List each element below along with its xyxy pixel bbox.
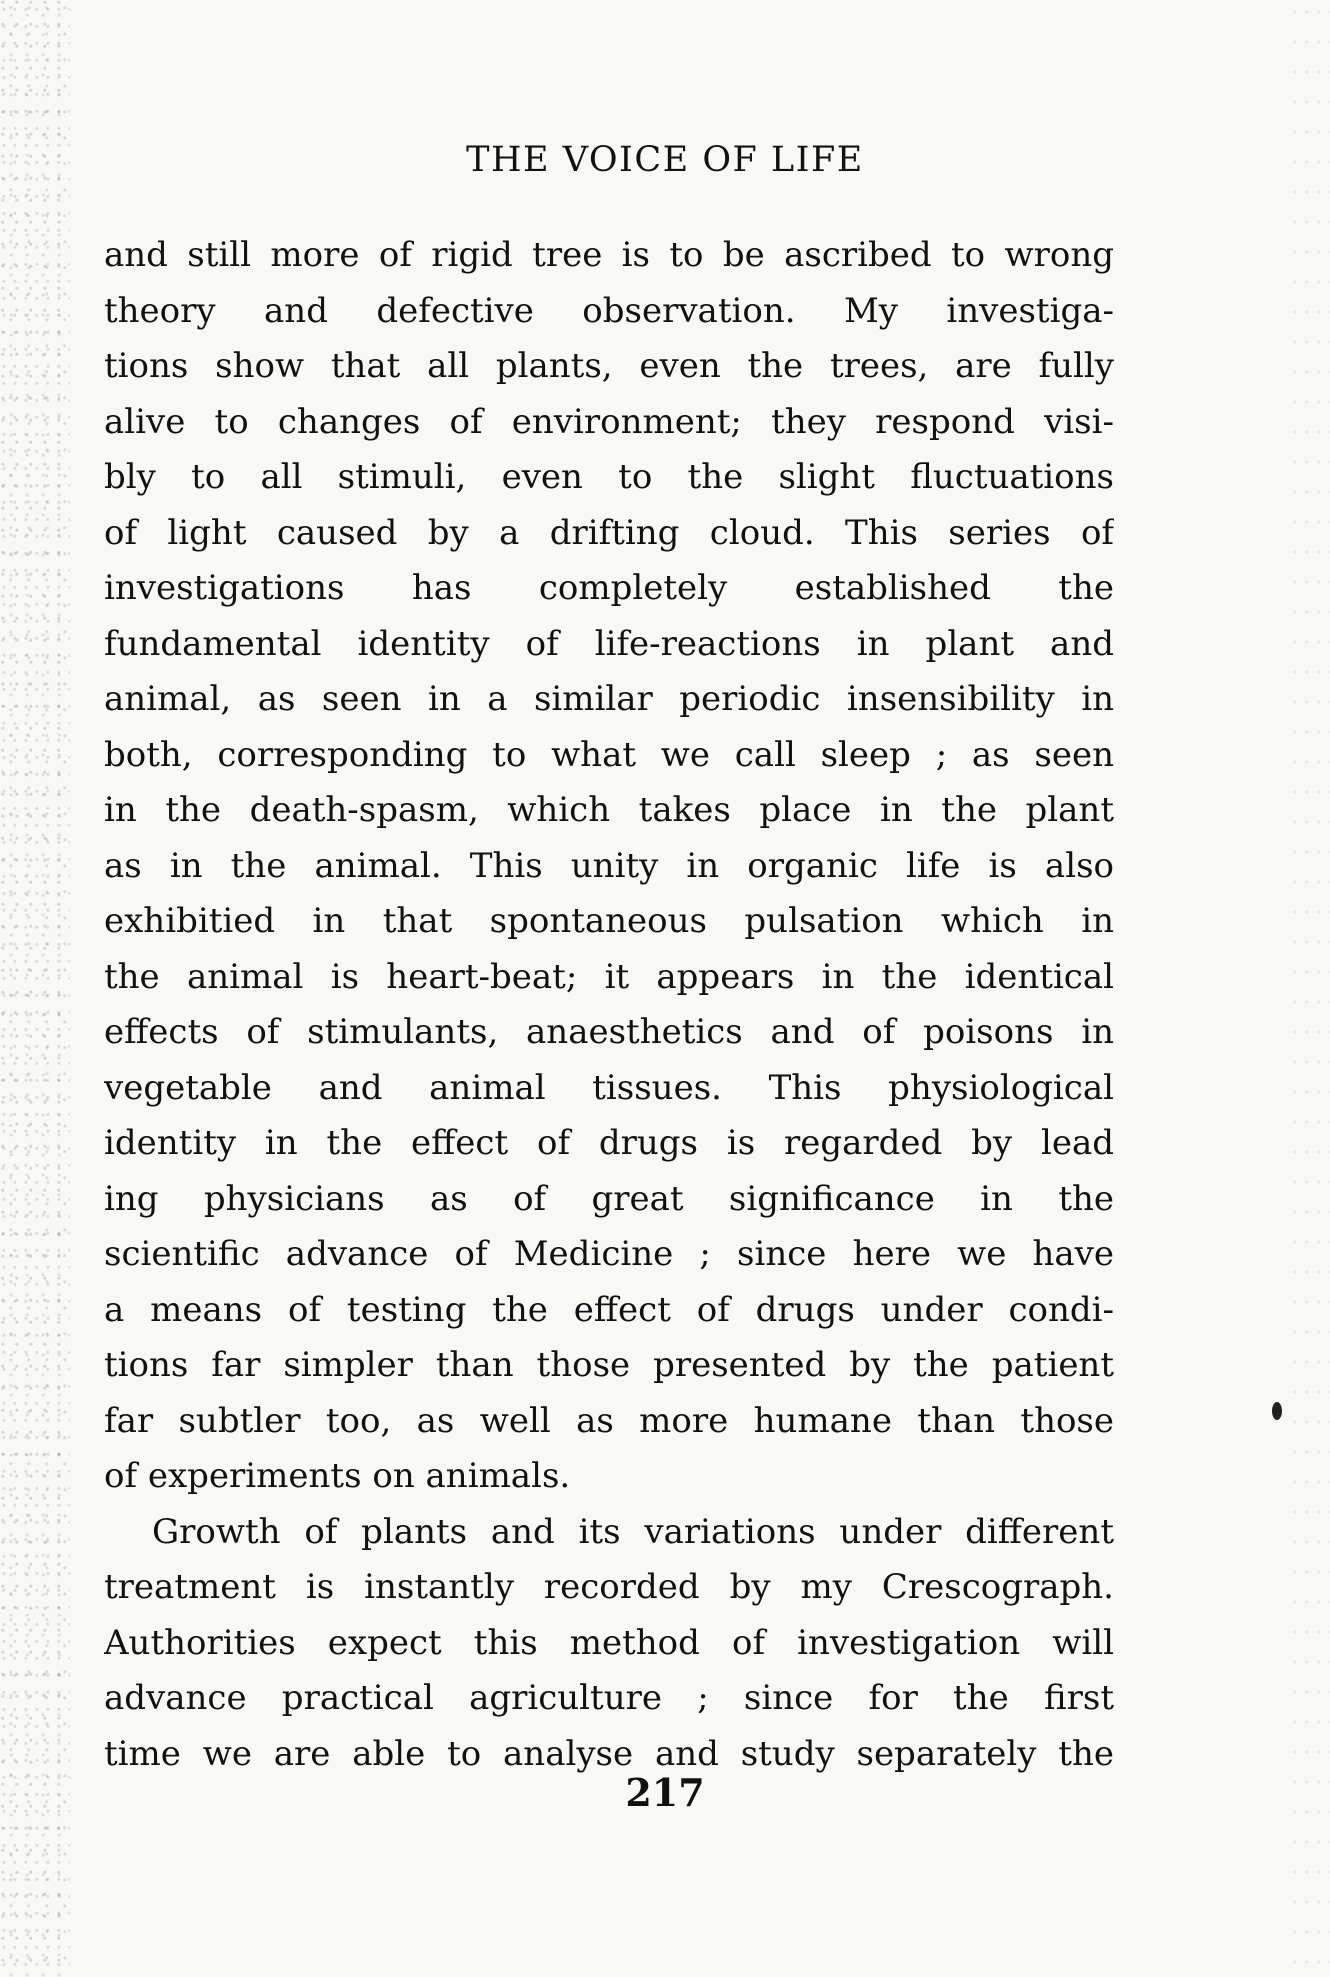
text-line: of light caused by a drifting cloud. This series of (104, 512, 1114, 553)
text-line: in the death-spasm, which takes place in the plant (104, 790, 1114, 830)
text-line: Authorities expect this method of investigation will (104, 1622, 1114, 1663)
text-line: both, corresponding to what we call sleep ; as seen (104, 734, 1114, 775)
text-line: far subtler too, as well as more humane than those (104, 1400, 1114, 1441)
body-text (104, 228, 1114, 1782)
text-line: exhibitied in that spontaneous pulsation which in (104, 901, 1114, 941)
text-line: tions show that all plants, even the trees, are fully (104, 346, 1114, 386)
text-line: tions far simpler than those presented by the patient (104, 1345, 1114, 1385)
ink-blot (1272, 1402, 1282, 1420)
text-line: advance practical agriculture ; since for the first (104, 1678, 1114, 1718)
page-edge-right (1290, 0, 1330, 1977)
text-line: treatment is instantly recorded by my Crescograph. (104, 1567, 1114, 1607)
page-edge-left (0, 0, 70, 1977)
text-line: effects of stimulants, anaesthetics and of poisons in (104, 1012, 1114, 1052)
text-line: scientific advance of Medicine ; since here we have (104, 1234, 1114, 1274)
text-line: identity in the effect of drugs is regarded by lead (104, 1123, 1114, 1163)
text-line: the animal is heart-beat; it appears in the identical (104, 956, 1114, 997)
text-line: bly to all stimuli, even to the slight fluctuations (104, 457, 1114, 497)
text-line: time we are able to analyse and study separately the (104, 1733, 1114, 1774)
text-line: alive to changes of environment; they respond visi- (104, 401, 1114, 442)
page-number: 217 (625, 1770, 705, 1815)
running-head: THE VOICE OF LIFE (466, 140, 864, 180)
text-line: fundamental identity of life-reactions in plant and (104, 623, 1114, 664)
text-line: of experiments on animals. (104, 1456, 571, 1496)
text-line: animal, as seen in a similar periodic insensibility in (104, 679, 1114, 719)
text-line: and still more of rigid tree is to be ascribed to wrong (104, 235, 1114, 275)
text-line: investigations has completely established the (104, 568, 1114, 608)
text-line: a means of testing the effect of drugs under condi- (104, 1289, 1114, 1330)
text-line: Growth of plants and its variations under different (152, 1511, 1114, 1552)
text-line: theory and defective observation. My investiga- (104, 290, 1114, 331)
text-line: vegetable and animal tissues. This physiological (104, 1067, 1114, 1108)
text-line: ing physicians as of great significance in the (104, 1178, 1114, 1219)
text-line: as in the animal. This unity in organic life is also (104, 845, 1114, 886)
